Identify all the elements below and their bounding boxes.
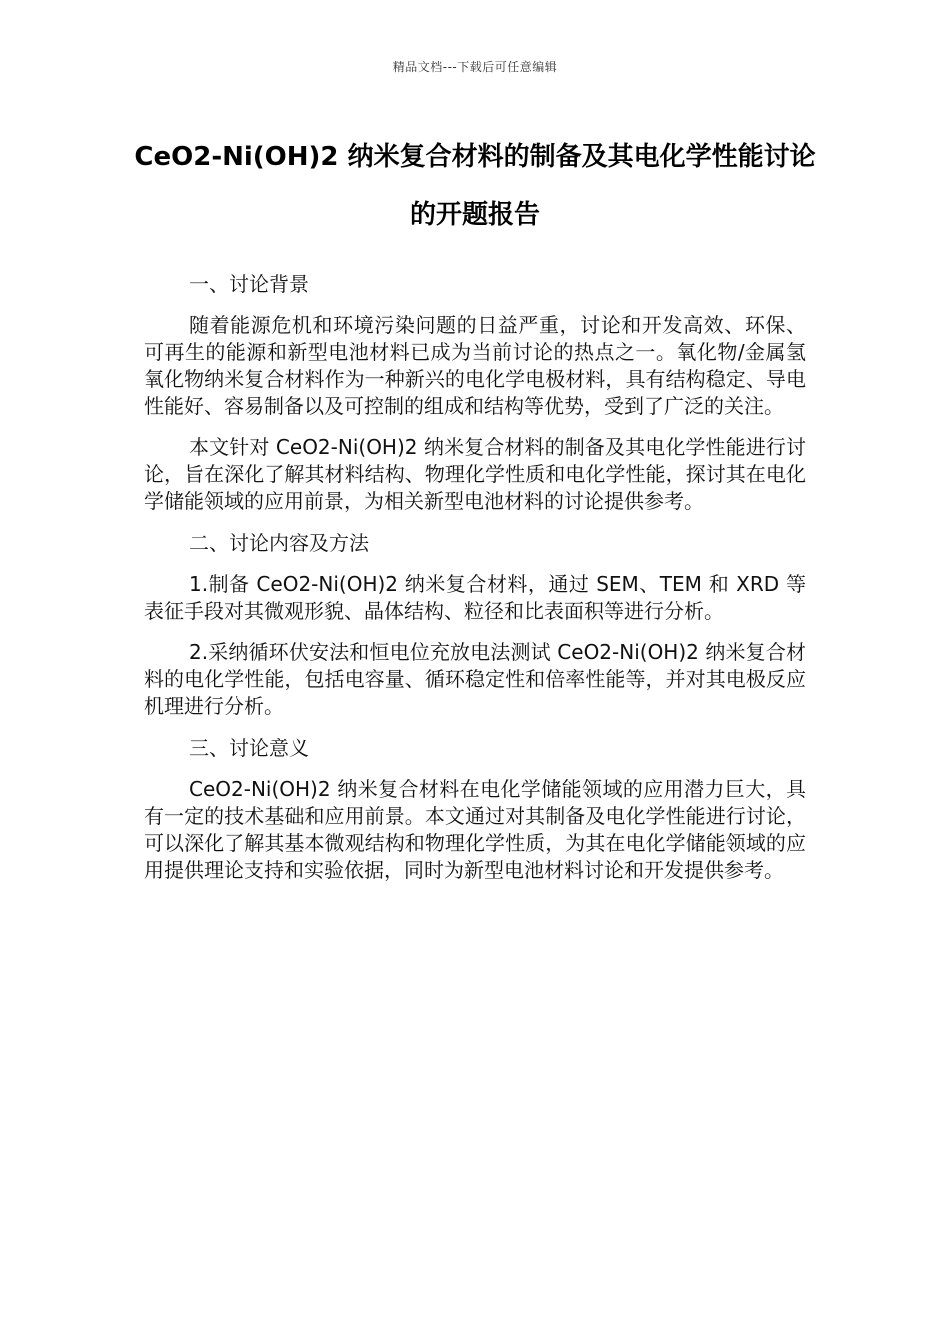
paragraph: 2.采纳循环伏安法和恒电位充放电法测试 CeO2-Ni(OH)2 纳米复合材料的电化学性能，包括电容量、循环稳定性和倍率性能等，并对其电极反应机理进行分析。 [144,640,806,718]
page-header: 精品文档---下载后可任意编辑 [392,60,558,74]
section-significance [144,734,806,884]
document-body [144,270,806,898]
paragraph: 本文针对 CeO2-Ni(OH)2 纳米复合材料的制备及其电化学性能进行讨论，旨在深化了解其材料结构、物理化学性质和电化学性能，探讨其在电化学储能领域的应用前景，为相关新型电池材料的讨论提供参考。 [144,435,806,513]
document-title: CeO2-Ni(OH)2 纳米复合材料的制备及其电化学性能讨论的开题报告 [134,142,816,230]
section-heading: 一、讨论背景 [189,272,309,296]
paragraph: 随着能源危机和环境污染问题的日益严重，讨论和开发高效、环保、可再生的能源和新型电池材料已成为当前讨论的热点之一。氧化物/金属氢氧化物纳米复合材料作为一种新兴的电化学电极材料，具有结构稳定、导电性能好、容易制备以及可控制的组成和结构等优势，受到了广泛的关注。 [144,313,806,418]
section-heading: 三、讨论意义 [189,736,309,760]
paragraph: CeO2-Ni(OH)2 纳米复合材料在电化学储能领域的应用潜力巨大，具有一定的技术基础和应用前景。本文通过对其制备及电化学性能进行讨论，可以深化了解其基本微观结构和物理化学性质，为其在电化学储能领域的应用提供理论支持和实验依据，同时为新型电池材料讨论和开发提供参考。 [144,777,806,882]
section-background [144,270,806,515]
section-content-methods [144,529,806,720]
paragraph: 1.制备 CeO2-Ni(OH)2 纳米复合材料，通过 SEM、TEM 和 XRD 等表征手段对其微观形貌、晶体结构、粒径和比表面积等进行分析。 [144,572,806,623]
section-heading: 二、讨论内容及方法 [189,531,369,555]
